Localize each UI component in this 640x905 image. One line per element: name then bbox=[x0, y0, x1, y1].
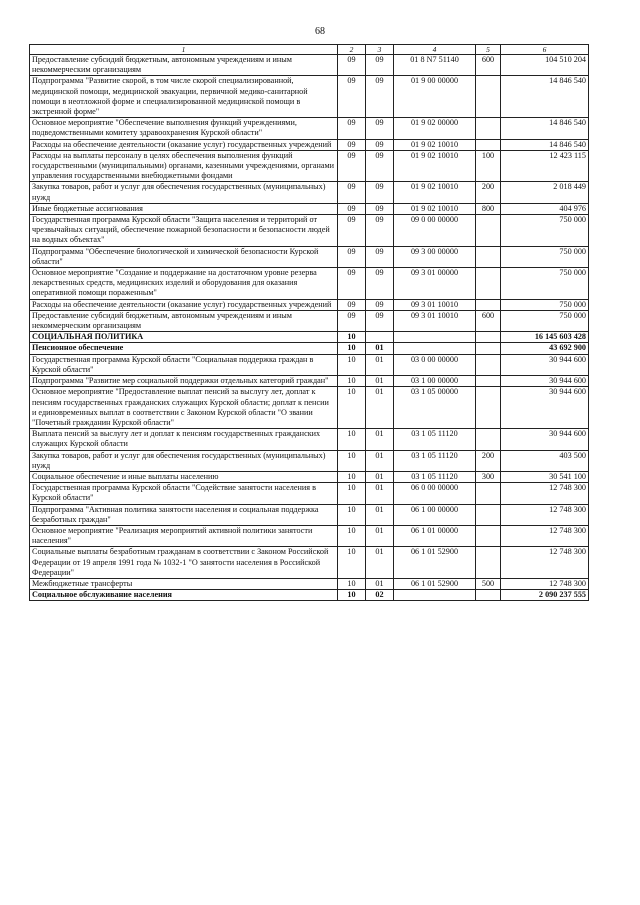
row-subsection-cell: 09 bbox=[366, 55, 394, 76]
table-row bbox=[30, 215, 589, 247]
row-amount-cell: 12 748 300 bbox=[501, 504, 589, 525]
table-row bbox=[30, 547, 589, 579]
row-name-cell: Подпрограмма "Обеспечение биологической и химической безопасности Курской области" bbox=[30, 246, 338, 267]
row-section-cell: 10 bbox=[338, 578, 366, 589]
table-row bbox=[30, 483, 589, 504]
row-subsection-cell: 09 bbox=[366, 150, 394, 182]
row-amount-cell: 12 748 300 bbox=[501, 578, 589, 589]
header-col-subsection: 3 bbox=[366, 45, 394, 55]
table-row bbox=[30, 376, 589, 387]
row-subsection-cell: 09 bbox=[366, 182, 394, 203]
row-section-cell: 09 bbox=[338, 118, 366, 139]
row-section-cell: 09 bbox=[338, 215, 366, 247]
row-amount-cell: 12 748 300 bbox=[501, 483, 589, 504]
row-target-article-cell: 03 0 00 00000 bbox=[394, 354, 476, 375]
row-expense-type-cell: 200 bbox=[476, 182, 501, 203]
table-row bbox=[30, 332, 589, 343]
row-name-cell: Социальное обслуживание населения bbox=[30, 590, 338, 601]
row-expense-type-cell bbox=[476, 215, 501, 247]
row-subsection-cell: 01 bbox=[366, 525, 394, 546]
table-row bbox=[30, 268, 589, 300]
row-expense-type-cell: 200 bbox=[476, 450, 501, 471]
row-expense-type-cell bbox=[476, 429, 501, 450]
row-subsection-cell: 01 bbox=[366, 504, 394, 525]
row-target-article-cell: 09 3 01 00000 bbox=[394, 268, 476, 300]
row-section-cell: 09 bbox=[338, 246, 366, 267]
table-row bbox=[30, 76, 589, 118]
row-subsection-cell: 09 bbox=[366, 139, 394, 150]
row-target-article-cell: 03 1 00 00000 bbox=[394, 376, 476, 387]
row-subsection-cell bbox=[366, 332, 394, 343]
row-expense-type-cell bbox=[476, 268, 501, 300]
row-subsection-cell: 09 bbox=[366, 203, 394, 214]
row-name-cell: Расходы на обеспечение деятельности (оказание услуг) государственных учреждений bbox=[30, 139, 338, 150]
row-target-article-cell: 06 0 00 00000 bbox=[394, 483, 476, 504]
row-section-cell: 09 bbox=[338, 139, 366, 150]
row-expense-type-cell bbox=[476, 139, 501, 150]
row-target-article-cell: 09 0 00 00000 bbox=[394, 215, 476, 247]
row-target-article-cell: 06 1 00 00000 bbox=[394, 504, 476, 525]
row-amount-cell: 43 692 900 bbox=[501, 343, 589, 354]
table-row bbox=[30, 387, 589, 429]
row-target-article-cell: 03 1 05 11120 bbox=[394, 471, 476, 482]
row-section-cell: 10 bbox=[338, 471, 366, 482]
row-target-article-cell: 09 3 00 00000 bbox=[394, 246, 476, 267]
row-amount-cell: 750 000 bbox=[501, 268, 589, 300]
row-expense-type-cell bbox=[476, 387, 501, 429]
row-name-cell: СОЦИАЛЬНАЯ ПОЛИТИКА bbox=[30, 332, 338, 343]
row-subsection-cell: 09 bbox=[366, 76, 394, 118]
row-name-cell: Закупка товаров, работ и услуг для обеспечения государственных (муниципальных) нужд bbox=[30, 450, 338, 471]
row-name-cell: Государственная программа Курской области "Социальная поддержка граждан в Курской области" bbox=[30, 354, 338, 375]
row-target-article-cell: 06 1 01 00000 bbox=[394, 525, 476, 546]
row-amount-cell: 12 748 300 bbox=[501, 525, 589, 546]
row-expense-type-cell: 500 bbox=[476, 578, 501, 589]
row-amount-cell: 30 541 100 bbox=[501, 471, 589, 482]
header-col-expense-type: 5 bbox=[476, 45, 501, 55]
table-row bbox=[30, 150, 589, 182]
table-row bbox=[30, 203, 589, 214]
row-subsection-cell: 09 bbox=[366, 299, 394, 310]
row-subsection-cell: 01 bbox=[366, 354, 394, 375]
table-row bbox=[30, 525, 589, 546]
row-amount-cell: 2 018 449 bbox=[501, 182, 589, 203]
row-section-cell: 09 bbox=[338, 150, 366, 182]
row-subsection-cell: 01 bbox=[366, 547, 394, 579]
row-amount-cell: 403 500 bbox=[501, 450, 589, 471]
row-target-article-cell bbox=[394, 332, 476, 343]
table-row bbox=[30, 55, 589, 76]
row-expense-type-cell bbox=[476, 547, 501, 579]
row-subsection-cell: 02 bbox=[366, 590, 394, 601]
row-target-article-cell: 01 9 02 10010 bbox=[394, 182, 476, 203]
row-target-article-cell: 03 1 05 11120 bbox=[394, 429, 476, 450]
table-row bbox=[30, 578, 589, 589]
row-subsection-cell: 01 bbox=[366, 387, 394, 429]
row-section-cell: 09 bbox=[338, 310, 366, 331]
header-col-amount: 6 bbox=[501, 45, 589, 55]
row-subsection-cell: 09 bbox=[366, 215, 394, 247]
header-col-target-article: 4 bbox=[394, 45, 476, 55]
row-target-article-cell: 01 9 02 00000 bbox=[394, 118, 476, 139]
row-name-cell: Основное мероприятие "Создание и поддержание на достаточном уровне резерва лекарственных средств, медицинских изделий и оборудования для оказания оперативной помощи пораженным" bbox=[30, 268, 338, 300]
table-row bbox=[30, 246, 589, 267]
row-expense-type-cell bbox=[476, 76, 501, 118]
row-section-cell: 09 bbox=[338, 182, 366, 203]
row-subsection-cell: 09 bbox=[366, 118, 394, 139]
row-subsection-cell: 01 bbox=[366, 450, 394, 471]
row-subsection-cell: 01 bbox=[366, 471, 394, 482]
page-number: 68 bbox=[315, 26, 325, 37]
row-amount-cell: 404 976 bbox=[501, 203, 589, 214]
table-header-row bbox=[30, 45, 589, 55]
row-subsection-cell: 01 bbox=[366, 376, 394, 387]
row-expense-type-cell bbox=[476, 525, 501, 546]
row-amount-cell: 16 145 603 428 bbox=[501, 332, 589, 343]
row-name-cell: Социальные выплаты безработным гражданам в соответствии с Законом Российской Федерации от 19 апреля 1991 года № 1032-1 "О занятости населения в Российской Федерации" bbox=[30, 547, 338, 579]
row-amount-cell: 750 000 bbox=[501, 299, 589, 310]
row-subsection-cell: 09 bbox=[366, 268, 394, 300]
row-name-cell: Выплата пенсий за выслугу лет и доплат к пенсиям государственных гражданских служащих Курской области bbox=[30, 429, 338, 450]
table-row bbox=[30, 504, 589, 525]
row-section-cell: 10 bbox=[338, 547, 366, 579]
row-target-article-cell: 09 3 01 10010 bbox=[394, 310, 476, 331]
row-section-cell: 10 bbox=[338, 590, 366, 601]
row-subsection-cell: 01 bbox=[366, 483, 394, 504]
row-section-cell: 10 bbox=[338, 354, 366, 375]
row-section-cell: 10 bbox=[338, 450, 366, 471]
row-amount-cell: 750 000 bbox=[501, 246, 589, 267]
row-name-cell: Подпрограмма "Развитие скорой, в том числе скорой специализированной, медицинской помощи, медицинской эвакуации, первичной медико-санитарной помощи в неотложной форме и специализированной медицинской помощи в экстренной форме" bbox=[30, 76, 338, 118]
row-name-cell: Межбюджетные трансферты bbox=[30, 578, 338, 589]
row-name-cell: Подпрограмма "Активная политика занятости населения и социальная поддержка безработных граждан" bbox=[30, 504, 338, 525]
row-amount-cell: 14 846 540 bbox=[501, 76, 589, 118]
row-target-article-cell: 01 8 N7 51140 bbox=[394, 55, 476, 76]
row-target-article-cell: 03 1 05 11120 bbox=[394, 450, 476, 471]
row-section-cell: 09 bbox=[338, 55, 366, 76]
row-amount-cell: 104 510 204 bbox=[501, 55, 589, 76]
row-subsection-cell: 01 bbox=[366, 343, 394, 354]
row-section-cell: 10 bbox=[338, 429, 366, 450]
row-amount-cell: 750 000 bbox=[501, 310, 589, 331]
row-section-cell: 10 bbox=[338, 504, 366, 525]
row-section-cell: 10 bbox=[338, 387, 366, 429]
table-row bbox=[30, 310, 589, 331]
row-name-cell: Государственная программа Курской области "Защита населения и территорий от чрезвычайных ситуаций, обеспечение пожарной безопасности и безопасности людей на водных объектах" bbox=[30, 215, 338, 247]
table-row bbox=[30, 471, 589, 482]
row-target-article-cell: 01 9 02 10010 bbox=[394, 150, 476, 182]
row-expense-type-cell bbox=[476, 332, 501, 343]
row-expense-type-cell bbox=[476, 376, 501, 387]
row-section-cell: 09 bbox=[338, 299, 366, 310]
row-expense-type-cell: 800 bbox=[476, 203, 501, 214]
table-row bbox=[30, 118, 589, 139]
row-name-cell: Расходы на обеспечение деятельности (оказание услуг) государственных учреждений bbox=[30, 299, 338, 310]
header-col-section: 2 bbox=[338, 45, 366, 55]
row-name-cell: Основное мероприятие "Реализация мероприятий активной политики занятости населения" bbox=[30, 525, 338, 546]
table-row bbox=[30, 590, 589, 601]
row-amount-cell: 30 944 600 bbox=[501, 429, 589, 450]
row-target-article-cell: 06 1 01 52900 bbox=[394, 547, 476, 579]
row-amount-cell: 30 944 600 bbox=[501, 354, 589, 375]
row-section-cell: 10 bbox=[338, 525, 366, 546]
row-amount-cell: 2 090 237 555 bbox=[501, 590, 589, 601]
row-section-cell: 10 bbox=[338, 343, 366, 354]
row-amount-cell: 14 846 540 bbox=[501, 139, 589, 150]
row-target-article-cell bbox=[394, 343, 476, 354]
row-name-cell: Предоставление субсидий бюджетным, автономным учреждениям и иным некоммерческим организациям bbox=[30, 55, 338, 76]
row-target-article-cell: 03 1 05 00000 bbox=[394, 387, 476, 429]
table-row bbox=[30, 354, 589, 375]
row-name-cell: Расходы на выплаты персоналу в целях обеспечения выполнения функций государственными (муниципальными) органами, казенными учреждениями, органами управления государственными внебюджетными фондами bbox=[30, 150, 338, 182]
row-expense-type-cell bbox=[476, 483, 501, 504]
row-name-cell: Основное мероприятие "Предоставление выплат пенсий за выслугу лет, доплат к пенсиям государственных гражданских служащих Курской области; доплат к пенсии и единовременных выплат в соответствии с Законом Курской области "О звании "Почетный гражданин Курской области" bbox=[30, 387, 338, 429]
row-expense-type-cell: 600 bbox=[476, 310, 501, 331]
row-section-cell: 10 bbox=[338, 483, 366, 504]
row-name-cell: Подпрограмма "Развитие мер социальной поддержки отдельных категорий граждан" bbox=[30, 376, 338, 387]
row-target-article-cell: 01 9 02 10010 bbox=[394, 139, 476, 150]
row-subsection-cell: 09 bbox=[366, 310, 394, 331]
row-subsection-cell: 01 bbox=[366, 429, 394, 450]
row-section-cell: 10 bbox=[338, 376, 366, 387]
row-name-cell: Предоставление субсидий бюджетным, автономным учреждениям и иным некоммерческим организациям bbox=[30, 310, 338, 331]
row-section-cell: 09 bbox=[338, 268, 366, 300]
row-amount-cell: 30 944 600 bbox=[501, 387, 589, 429]
row-target-article-cell: 01 9 00 00000 bbox=[394, 76, 476, 118]
row-amount-cell: 30 944 600 bbox=[501, 376, 589, 387]
row-name-cell: Основное мероприятие "Обеспечение выполнения функций учреждениями, подведомственными комитету здравоохранения Курской области" bbox=[30, 118, 338, 139]
row-expense-type-cell bbox=[476, 246, 501, 267]
header-col-name: 1 bbox=[30, 45, 338, 55]
row-expense-type-cell: 100 bbox=[476, 150, 501, 182]
row-name-cell: Иные бюджетные ассигнования bbox=[30, 203, 338, 214]
table-row bbox=[30, 429, 589, 450]
row-expense-type-cell bbox=[476, 343, 501, 354]
row-amount-cell: 14 846 540 bbox=[501, 118, 589, 139]
row-amount-cell: 750 000 bbox=[501, 215, 589, 247]
row-expense-type-cell bbox=[476, 299, 501, 310]
row-amount-cell: 12 748 300 bbox=[501, 547, 589, 579]
table-row bbox=[30, 299, 589, 310]
table-row bbox=[30, 450, 589, 471]
row-expense-type-cell: 600 bbox=[476, 55, 501, 76]
row-section-cell: 09 bbox=[338, 203, 366, 214]
budget-table bbox=[29, 44, 589, 601]
row-target-article-cell: 09 3 01 10010 bbox=[394, 299, 476, 310]
table-row bbox=[30, 343, 589, 354]
row-expense-type-cell bbox=[476, 354, 501, 375]
row-target-article-cell: 01 9 02 10010 bbox=[394, 203, 476, 214]
row-target-article-cell: 06 1 01 52900 bbox=[394, 578, 476, 589]
row-name-cell: Социальное обеспечение и иные выплаты населению bbox=[30, 471, 338, 482]
row-expense-type-cell: 300 bbox=[476, 471, 501, 482]
row-subsection-cell: 09 bbox=[366, 246, 394, 267]
row-name-cell: Пенсионное обеспечение bbox=[30, 343, 338, 354]
row-name-cell: Закупка товаров, работ и услуг для обеспечения государственных (муниципальных) нужд bbox=[30, 182, 338, 203]
row-amount-cell: 12 423 115 bbox=[501, 150, 589, 182]
row-name-cell: Государственная программа Курской области "Содействие занятости населения в Курской области" bbox=[30, 483, 338, 504]
row-expense-type-cell bbox=[476, 504, 501, 525]
row-expense-type-cell bbox=[476, 590, 501, 601]
table-row bbox=[30, 182, 589, 203]
row-target-article-cell bbox=[394, 590, 476, 601]
row-expense-type-cell bbox=[476, 118, 501, 139]
row-section-cell: 09 bbox=[338, 76, 366, 118]
table-row bbox=[30, 139, 589, 150]
row-subsection-cell: 01 bbox=[366, 578, 394, 589]
row-section-cell: 10 bbox=[338, 332, 366, 343]
